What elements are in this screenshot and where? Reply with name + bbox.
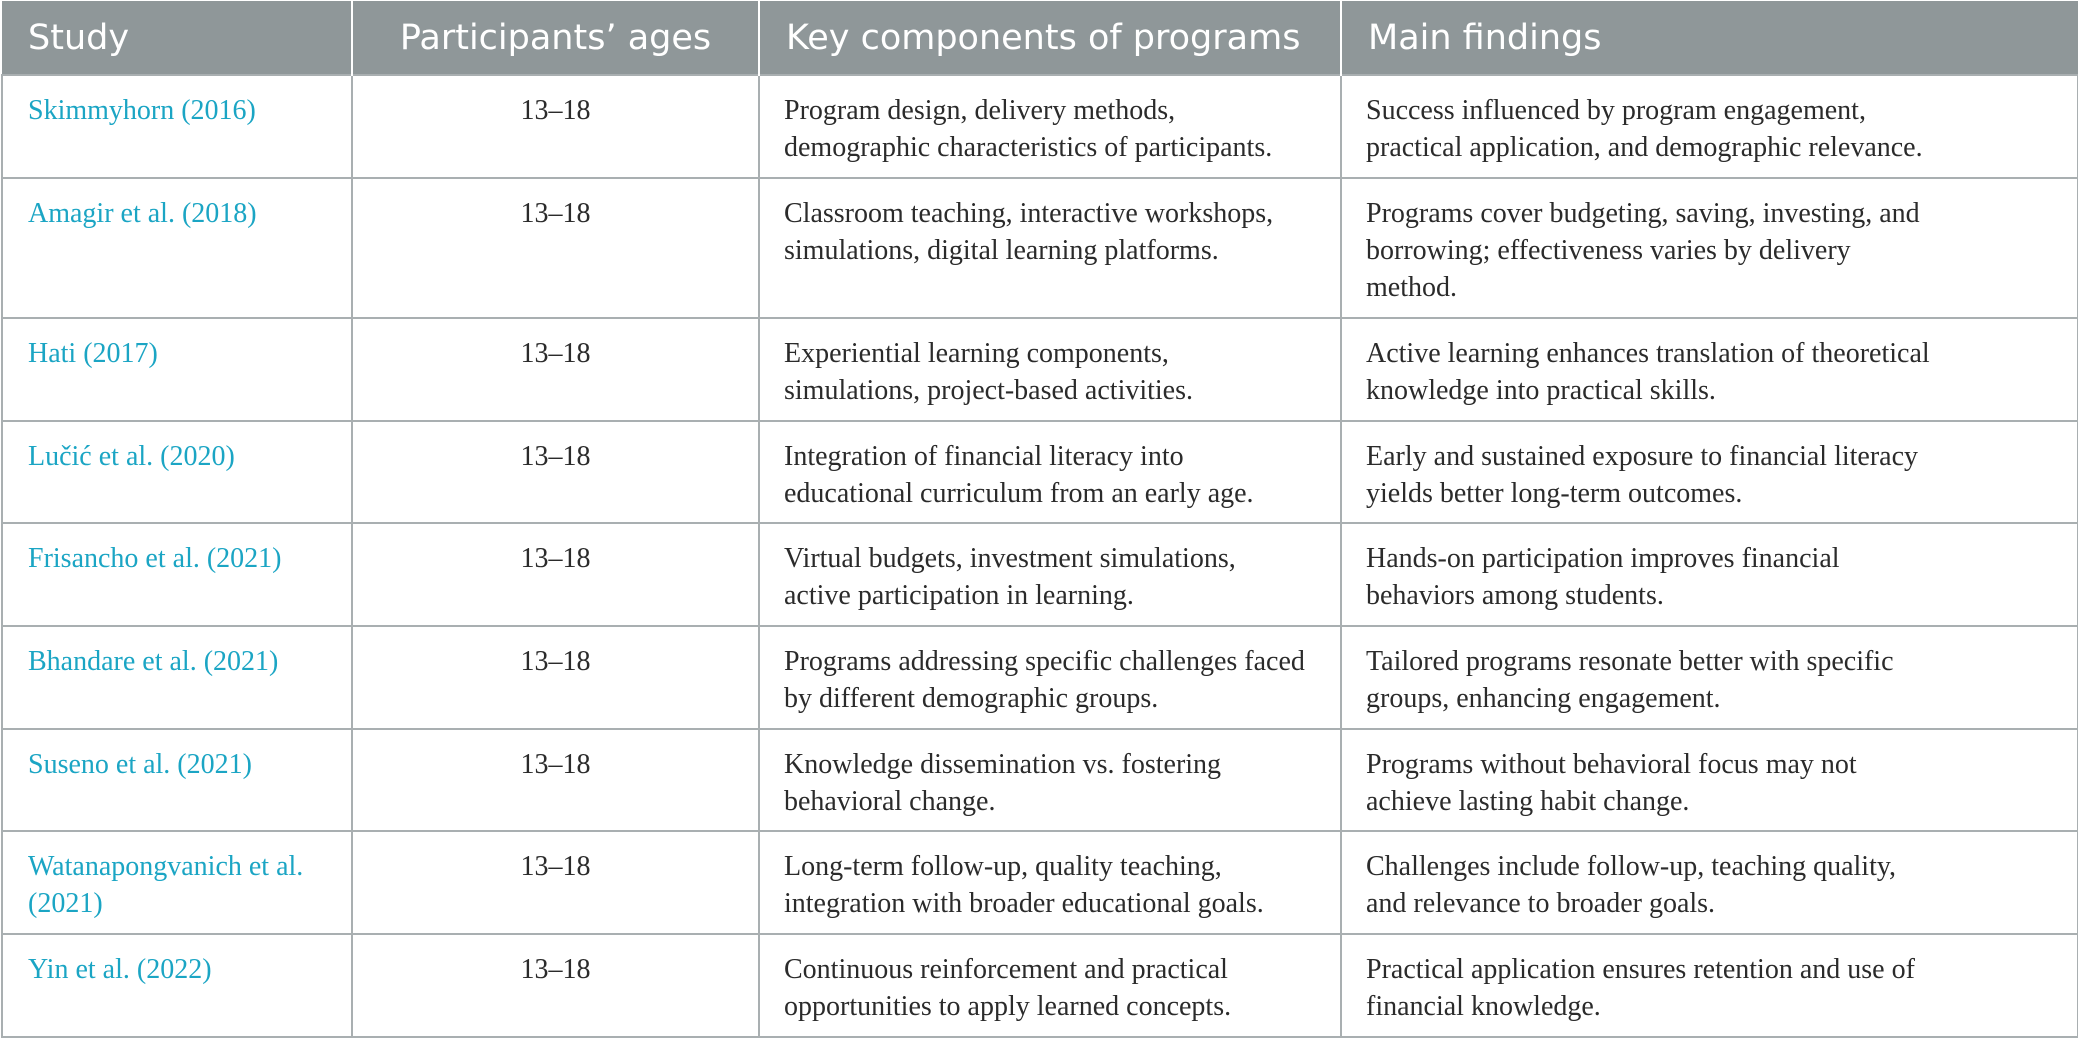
header-study: Study [2, 1, 352, 75]
studies-table-container [1, 1, 2077, 1038]
header-row [2, 1, 2078, 75]
main-findings-cell [1341, 421, 2078, 523]
text-line: behavioral change. [784, 786, 996, 817]
study-citation-link[interactable] [2, 421, 352, 523]
participants-ages-cell: 13–18 [352, 934, 759, 1037]
main-findings-cell [1341, 523, 2078, 626]
studies-table [1, 1, 2078, 1038]
text-line: by different demographic groups. [784, 683, 1159, 714]
text-line: simulations, digital learning platforms. [784, 235, 1219, 266]
text-line: Continuous reinforcement and practical [784, 954, 1228, 985]
key-components-cell [759, 178, 1341, 318]
text-line: Practical application ensures retention and use of [1366, 954, 1915, 985]
participants-ages-cell: 13–18 [352, 729, 759, 831]
text-line: opportunities to apply learned concepts. [784, 991, 1232, 1022]
key-components-cell [759, 729, 1341, 831]
key-components-cell [759, 831, 1341, 934]
text-line: Knowledge dissemination vs. fostering [784, 749, 1222, 780]
study-citation-text: Bhandare et al. (2021) [28, 646, 279, 677]
main-findings-cell [1341, 178, 2078, 318]
text-line: Programs cover budgeting, saving, investing, and [1366, 198, 1920, 229]
main-findings-cell [1341, 729, 2078, 831]
table-row [2, 729, 2078, 831]
text-line: Virtual budgets, investment simulations, [784, 543, 1236, 574]
text-line: borrowing; effectiveness varies by delivery [1366, 235, 1851, 266]
text-line: yields better long-term outcomes. [1366, 478, 1743, 509]
table-row [2, 178, 2078, 318]
text-line: Programs without behavioral focus may not [1366, 749, 1857, 780]
table-row [2, 831, 2078, 934]
main-findings-cell [1341, 831, 2078, 934]
main-findings-cell [1341, 318, 2078, 421]
text-line: Active learning enhances translation of theoretical [1366, 338, 1930, 369]
table-row [2, 75, 2078, 178]
study-citation-link[interactable] [2, 831, 352, 934]
text-line: Early and sustained exposure to financial literacy [1366, 441, 1919, 472]
participants-ages-cell: 13–18 [352, 421, 759, 523]
text-line: Challenges include follow-up, teaching quality, [1366, 851, 1897, 882]
table-row [2, 523, 2078, 626]
participants-ages-cell: 13–18 [352, 75, 759, 178]
text-line: Tailored programs resonate better with specific [1366, 646, 1894, 677]
text-line: Program design, delivery methods, [784, 95, 1176, 126]
text-line: groups, enhancing engagement. [1366, 683, 1721, 714]
study-citation-link[interactable] [2, 523, 352, 626]
text-line: integration with broader educational goals. [784, 888, 1264, 919]
text-line: Long-term follow-up, quality teaching, [784, 851, 1222, 882]
text-line: simulations, project-based activities. [784, 375, 1194, 406]
study-citation-link[interactable] [2, 178, 352, 318]
table-row [2, 318, 2078, 421]
key-components-cell [759, 421, 1341, 523]
study-citation-text: Amagir et al. (2018) [28, 198, 257, 229]
study-citation-text: Yin et al. (2022) [28, 954, 212, 985]
study-citation-text: Hati (2017) [28, 338, 158, 369]
study-citation-text: Frisancho et al. (2021) [28, 543, 282, 574]
text-line: achieve lasting habit change. [1366, 786, 1690, 817]
table-row [2, 934, 2078, 1037]
key-components-cell [759, 75, 1341, 178]
text-line: behaviors among students. [1366, 580, 1664, 611]
text-line: Programs addressing specific challenges faced [784, 646, 1305, 677]
header-key-components: Key components of programs [759, 1, 1341, 75]
text-line: and relevance to broader goals. [1366, 888, 1716, 919]
text-line: practical application, and demographic relevance. [1366, 132, 1923, 163]
table-row [2, 421, 2078, 523]
study-citation-text: Suseno et al. (2021) [28, 749, 252, 780]
table-row [2, 626, 2078, 729]
header-participants-ages: Participants’ ages [352, 1, 759, 75]
main-findings-cell [1341, 626, 2078, 729]
participants-ages-cell: 13–18 [352, 831, 759, 934]
text-line: active participation in learning. [784, 580, 1134, 611]
study-citation-text: Watanapongvanich et al. [28, 851, 304, 882]
participants-ages-cell: 13–18 [352, 318, 759, 421]
main-findings-cell [1341, 934, 2078, 1037]
study-citation-link[interactable] [2, 729, 352, 831]
main-findings-cell [1341, 75, 2078, 178]
key-components-cell [759, 626, 1341, 729]
text-line: Success influenced by program engagement, [1366, 95, 1866, 126]
text-line: Integration of financial literacy into [784, 441, 1184, 472]
study-citation-link[interactable] [2, 626, 352, 729]
text-line: Hands-on participation improves financial [1366, 543, 1840, 574]
key-components-cell [759, 934, 1341, 1037]
table-body [2, 75, 2078, 1037]
study-citation-link[interactable] [2, 934, 352, 1037]
header-main-findings: Main findings [1341, 1, 2078, 75]
text-line: knowledge into practical skills. [1366, 375, 1716, 406]
study-citation-link[interactable] [2, 75, 352, 178]
study-citation-text: Skimmyhorn (2016) [28, 95, 256, 126]
text-line: Experiential learning components, [784, 338, 1169, 369]
participants-ages-cell: 13–18 [352, 178, 759, 318]
participants-ages-cell: 13–18 [352, 626, 759, 729]
participants-ages-cell: 13–18 [352, 523, 759, 626]
text-line: educational curriculum from an early age. [784, 478, 1254, 509]
study-citation-text: (2021) [28, 888, 103, 919]
text-line: financial knowledge. [1366, 991, 1601, 1022]
text-line: method. [1366, 272, 1457, 303]
text-line: demographic characteristics of participants. [784, 132, 1273, 163]
study-citation-link[interactable] [2, 318, 352, 421]
table-header [2, 1, 2078, 75]
key-components-cell [759, 318, 1341, 421]
key-components-cell [759, 523, 1341, 626]
text-line: Classroom teaching, interactive workshops, [784, 198, 1274, 229]
study-citation-text: Lučić et al. (2020) [28, 441, 235, 472]
